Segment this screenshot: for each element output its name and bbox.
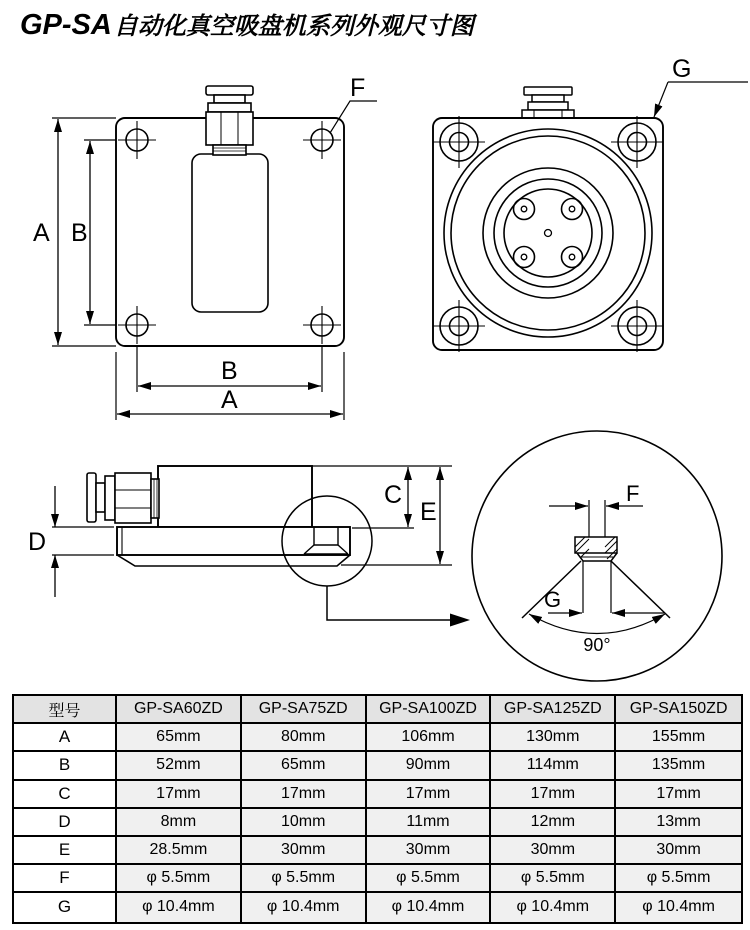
table-row-label: E bbox=[14, 837, 117, 865]
dim-label-b-horizontal: B bbox=[221, 357, 238, 385]
table-cell: 17mm bbox=[367, 781, 492, 809]
table-header-cell: GP-SA60ZD bbox=[117, 696, 242, 724]
angle-label: 90° bbox=[583, 635, 611, 655]
dim-label-a-horizontal: A bbox=[221, 386, 238, 414]
table-cell: φ 5.5mm bbox=[367, 865, 492, 893]
table-cell: 11mm bbox=[367, 809, 492, 837]
table-header-cell: GP-SA75ZD bbox=[242, 696, 367, 724]
table-cell: φ 10.4mm bbox=[367, 893, 492, 921]
dim-label-f-front: F bbox=[350, 74, 366, 102]
detail-leader-arrowhead bbox=[450, 614, 470, 627]
table-cell: 65mm bbox=[242, 752, 367, 780]
title-text: 自动化真空吸盘机系列外观尺寸图 bbox=[113, 13, 474, 40]
side-view-drawing bbox=[52, 466, 470, 627]
dim-label-g-detail: G bbox=[544, 587, 562, 612]
table-row-label: F bbox=[14, 865, 117, 893]
table-cell: φ 10.4mm bbox=[242, 893, 367, 921]
table-cell: 52mm bbox=[117, 752, 242, 780]
table-cell: 114mm bbox=[491, 752, 616, 780]
table-cell: 10mm bbox=[242, 809, 367, 837]
dim-label-g-top: G bbox=[672, 55, 692, 83]
table-row-label: A bbox=[14, 724, 117, 752]
table-cell: 130mm bbox=[491, 724, 616, 752]
table-cell: 13mm bbox=[616, 809, 741, 837]
table-cell: φ 10.4mm bbox=[491, 893, 616, 921]
table-cell: φ 5.5mm bbox=[242, 865, 367, 893]
table-cell: φ 10.4mm bbox=[616, 893, 741, 921]
pneumatic-fitting-front bbox=[206, 86, 253, 155]
table-cell: 17mm bbox=[117, 781, 242, 809]
dim-label-f-detail: F bbox=[626, 481, 640, 506]
table-cell: 65mm bbox=[117, 724, 242, 752]
table-header-model: 型号 bbox=[14, 696, 117, 724]
table-cell: 17mm bbox=[242, 781, 367, 809]
table-cell: 17mm bbox=[491, 781, 616, 809]
leader-line-g bbox=[654, 82, 748, 117]
table-row-label: D bbox=[14, 809, 117, 837]
table-cell: 30mm bbox=[616, 837, 741, 865]
spec-table bbox=[12, 694, 743, 924]
table-cell: 12mm bbox=[491, 809, 616, 837]
dim-label-c: C bbox=[384, 481, 403, 509]
table-cell: φ 5.5mm bbox=[117, 865, 242, 893]
dim-label-d: D bbox=[28, 528, 47, 556]
table-cell: 135mm bbox=[616, 752, 741, 780]
dim-label-e: E bbox=[420, 498, 437, 526]
table-cell: 30mm bbox=[367, 837, 492, 865]
table-cell: 28.5mm bbox=[117, 837, 242, 865]
pneumatic-fitting-side bbox=[87, 473, 159, 523]
table-cell: 106mm bbox=[367, 724, 492, 752]
table-row-label: G bbox=[14, 893, 117, 921]
dim-label-a-vertical: A bbox=[33, 219, 50, 247]
table-cell: 30mm bbox=[242, 837, 367, 865]
bottom-view-drawing bbox=[433, 82, 748, 352]
table-cell: 90mm bbox=[367, 752, 492, 780]
retainer-nut-section bbox=[575, 537, 617, 561]
table-cell: 8mm bbox=[117, 809, 242, 837]
dim-label-b-vertical: B bbox=[71, 219, 88, 247]
table-header-cell: GP-SA100ZD bbox=[367, 696, 492, 724]
pneumatic-fitting-top-silhouette bbox=[522, 87, 574, 118]
series-code: GP-SA bbox=[20, 9, 112, 41]
table-cell: 155mm bbox=[616, 724, 741, 752]
table-header-cell: GP-SA150ZD bbox=[616, 696, 741, 724]
table-cell: 17mm bbox=[616, 781, 741, 809]
table-header-cell: GP-SA125ZD bbox=[491, 696, 616, 724]
table-cell: φ 5.5mm bbox=[616, 865, 741, 893]
table-row-label: C bbox=[14, 781, 117, 809]
front-view-drawing bbox=[52, 86, 377, 420]
table-cell: 30mm bbox=[491, 837, 616, 865]
detail-leader bbox=[327, 586, 451, 620]
table-cell: φ 5.5mm bbox=[491, 865, 616, 893]
table-cell: φ 10.4mm bbox=[117, 893, 242, 921]
table-cell: 80mm bbox=[242, 724, 367, 752]
table-row-label: B bbox=[14, 752, 117, 780]
